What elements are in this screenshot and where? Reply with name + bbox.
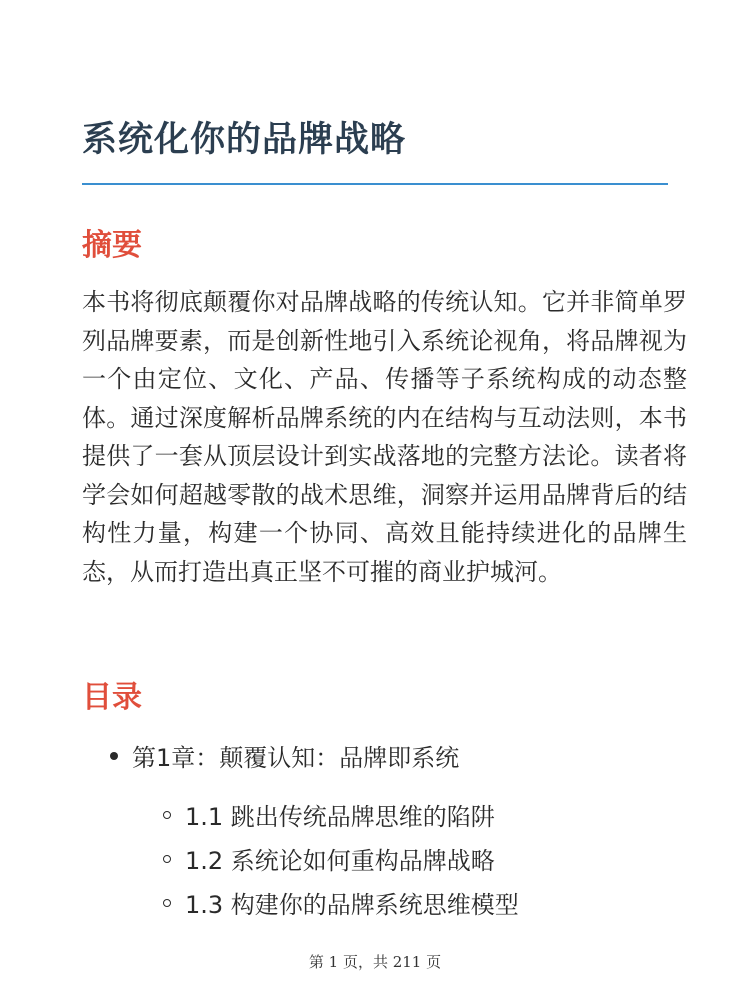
toc-section-label: 1.2 系统论如何重构品牌战略 — [185, 847, 495, 875]
toc-chapter-item — [110, 738, 459, 773]
toc-heading: 目录 — [82, 680, 142, 715]
abstract-paragraph: 本书将彻底颠覆你对品牌战略的传统认知。它并非简单罗列品牌要素，而是创新性地引入系统论视角，将品牌视为一个由定位、文化、产品、传播等子系统构成的动态整体。通过深度解析品牌系统的内在结构与互动法则，本书提供了一套从顶层设计到实战落地的完整方法论。读者将学会如何超越零散的战术思维，洞察并运用品牌背后的结构性力量，构建一个协同、高效且能持续进化的品牌生态，从而打造出真正坚不可摧的商业护城河。 — [82, 288, 687, 586]
toc-section-item — [163, 841, 495, 876]
toc-section-item — [163, 797, 495, 832]
abstract-heading: 摘要 — [82, 228, 142, 263]
toc-section-label: 1.1 跳出传统品牌思维的陷阱 — [185, 803, 495, 831]
page-number-footer: 第 1 页，共 211 页 — [308, 953, 442, 971]
hollow-bullet-icon — [163, 899, 171, 907]
title-divider — [82, 183, 668, 185]
document-title: 系统化你的品牌战略 — [82, 120, 407, 160]
toc-section-label: 1.3 构建你的品牌系统思维模型 — [185, 891, 519, 919]
toc-chapter-label: 第1章：颠覆认知：品牌即系统 — [132, 744, 460, 772]
hollow-bullet-icon — [163, 855, 171, 863]
filled-bullet-icon — [110, 752, 118, 760]
hollow-bullet-icon — [163, 811, 171, 819]
toc-section-item — [163, 885, 519, 920]
